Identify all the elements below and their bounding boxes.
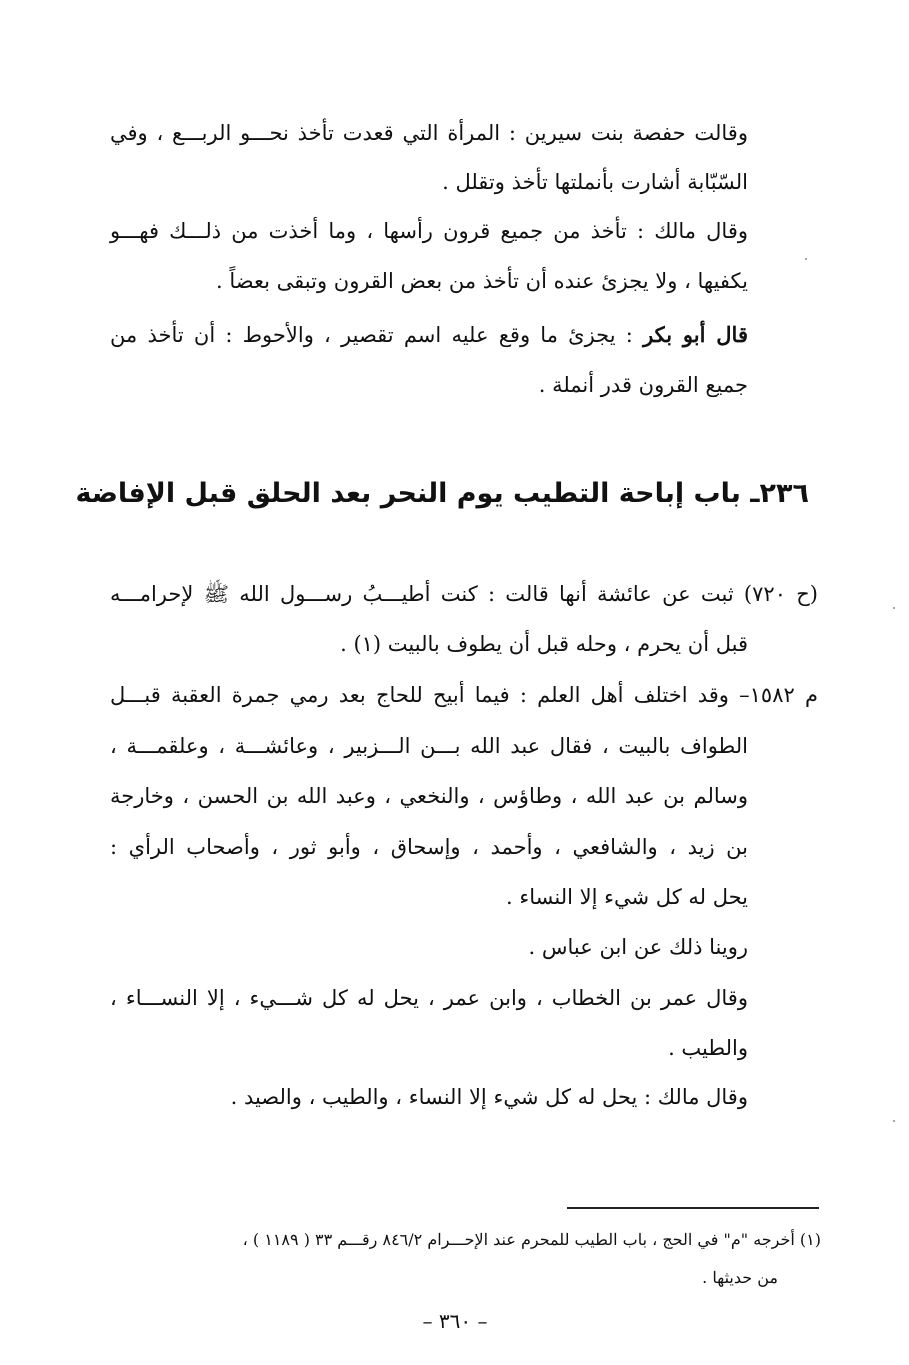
masala-line: وقال عمر بن الخطاب ، وابن عمر ، يحل له كل شـــيء ، إلا النســـاء ، bbox=[110, 986, 748, 1010]
masala-line: والطيب . bbox=[668, 1036, 748, 1060]
text-line bbox=[110, 320, 748, 350]
masala-line: يحل له كل شيء إلا النساء . bbox=[506, 885, 748, 909]
text-span: : يجزئ ما وقع عليه اسم تقصير ، والأحوط : أن تأخذ من bbox=[110, 323, 644, 347]
text-line: السّبّابة أشارت بأنملتها تأخذ وتقلل . bbox=[442, 170, 748, 194]
masala-line: الطواف بالبيت ، فقال عبد الله بـــن الـــزبير ، وعائشـــة ، وعلقمـــة ، bbox=[110, 734, 748, 758]
footnote-divider bbox=[567, 1207, 819, 1209]
hadith-line: (ح ٧٢٠) ثبت عن عائشة أنها قالت : كنت أطيـــبُ رســـول الله ﷺ لإحرامـــه bbox=[110, 582, 818, 606]
masala-line: بن زيد ، والشافعي ، وأحمد ، وإسحاق ، وأبو ثور ، وأصحاب الرأي : bbox=[110, 835, 748, 859]
text-line: جميع القرون قدر أنملة . bbox=[538, 373, 748, 397]
footnote-line: (١) أخرجه "م" في الحج ، باب الطيب للمحرم عند الإحـــرام ٨٤٦/٢ رقـــم ٣٣ ( ١١٨٩ ) ، bbox=[242, 1230, 821, 1249]
scan-speck bbox=[805, 258, 807, 260]
text-line: وقالت حفصة بنت سيرين : المرأة التي قعدت تأخذ نحـــو الربـــع ، وفي bbox=[110, 121, 748, 145]
chapter-heading: ٢٣٦ـ باب إباحة التطيب يوم النحر بعد الحلق قبل الإفاضة bbox=[75, 478, 809, 509]
masala-line: روينا ذلك عن ابن عباس . bbox=[528, 935, 748, 959]
hadith-line: قبل أن يحرم ، وحله قبل أن يطوف بالبيت (١) . bbox=[340, 632, 748, 656]
text-line: يكفيها ، ولا يجزئ عنده أن تأخذ من بعض القرون وتبقى بعضاً . bbox=[216, 269, 748, 293]
masala-line: م ١٥٨٢– وقد اختلف أهل العلم : فيما أبيح للحاج بعد رمي جمرة العقبة قبـــل bbox=[110, 683, 818, 707]
scan-speck bbox=[893, 607, 895, 609]
author-name: قال أبو بكر bbox=[643, 322, 748, 347]
page-number: – ٣٦٠ – bbox=[422, 1309, 488, 1333]
text-line: وقال مالك : تأخذ من جميع قرون رأسها ، وما أخذت من ذلـــك فهـــو bbox=[110, 219, 748, 243]
masala-line: وقال مالك : يحل له كل شيء إلا النساء ، والطيب ، والصيد . bbox=[230, 1085, 748, 1109]
masala-line: وسالم بن عبد الله ، وطاؤس ، والنخعي ، وعبد الله بن الحسن ، وخارجة bbox=[110, 784, 748, 808]
scan-speck bbox=[893, 1120, 895, 1122]
footnote-line: من حديثها . bbox=[702, 1268, 778, 1287]
